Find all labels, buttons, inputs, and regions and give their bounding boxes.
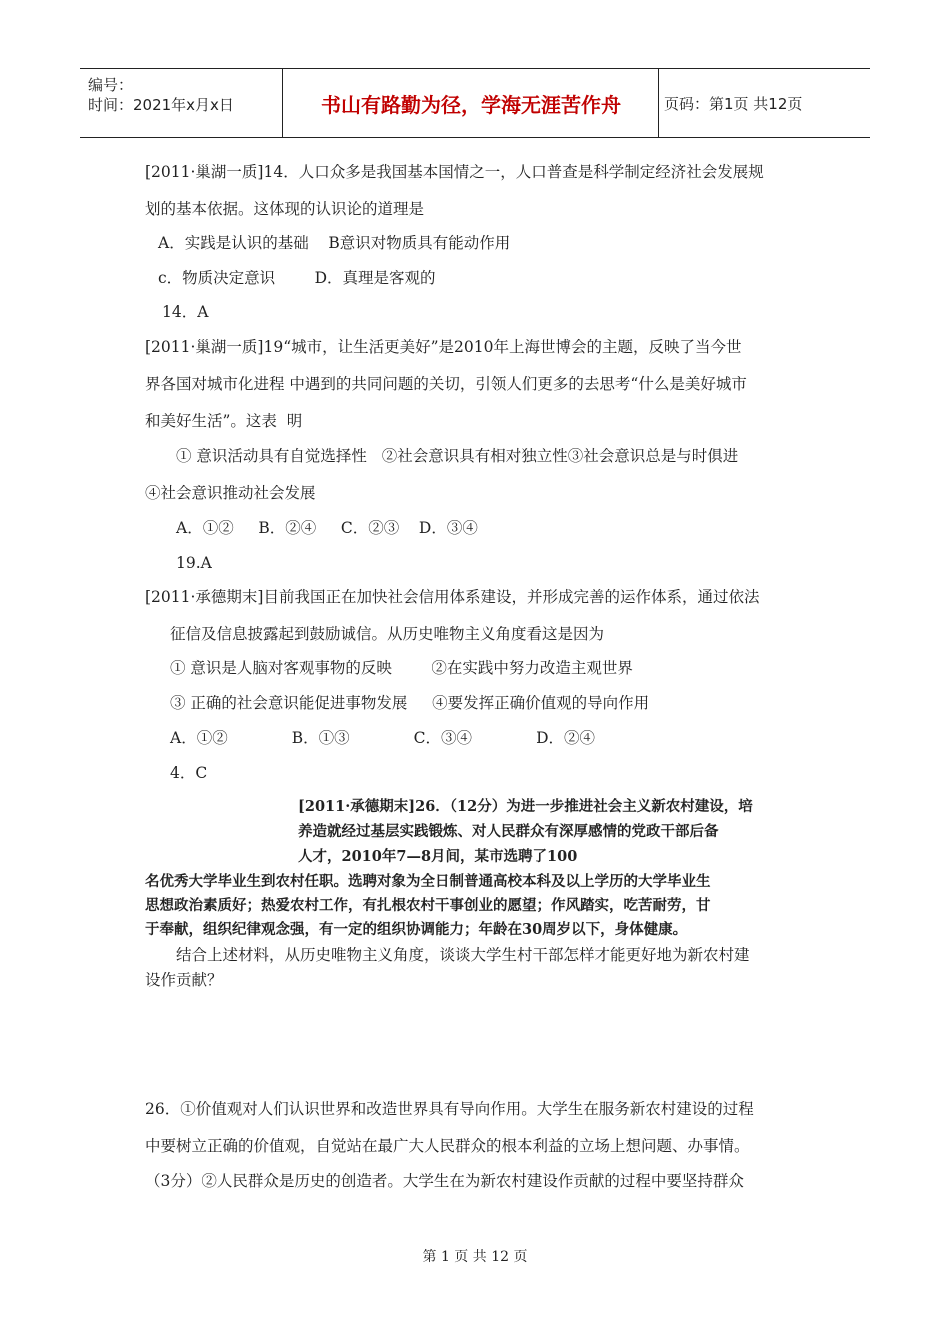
option-line: A．①② B．②④ C．②③ D．③④ (176, 519, 478, 537)
text-line: [2011·承德期末]26．（12分）为进一步推进社会主义新农村建设，培 (298, 798, 753, 815)
header-meta (88, 75, 234, 115)
answer-line: 14．A (162, 303, 209, 321)
answer-line: 4．C (170, 764, 208, 782)
answer-text-line: 26．①价值观对人们认识世界和改造世界具有导向作用。大学生在服务新农村建设的过程 (145, 1100, 754, 1118)
option-line: A．实践是认识的基础 B意识对物质具有能动作用 (158, 234, 511, 252)
time-label: 时间：2021年x月x日 (88, 96, 234, 114)
text-line: 人才，2010年7—8月间，某市选聘了100 (298, 848, 578, 865)
text-line: [2011·承德期末]目前我国正在加快社会信用体系建设，并形成完善的运作体系，通过依法 (145, 588, 760, 606)
number-label: 编号： (88, 76, 134, 94)
header-motto: 书山有路勤为径，学海无涯苦作舟 (321, 92, 621, 117)
text-line: [2011·巢湖一质]19“城市，让生活更美好”是2010年上海世博会的主题，反映了当今世 (145, 338, 742, 356)
option-line: A．①② B．①③ C．③④ D．②④ (170, 729, 596, 747)
document-header (80, 68, 870, 138)
text-line: 名优秀大学毕业生到农村任职。选聘对象为全日制普通高校本科及以上学历的大学毕业生 (145, 873, 711, 890)
text-line: ③ 正确的社会意识能促进事物发展 ④要发挥正确价值观的导向作用 (170, 694, 650, 712)
header-page-label: 页码：第1页 共12页 (664, 94, 803, 113)
option-line: c．物质决定意识 D．真理是客观的 (158, 269, 436, 287)
text-line: ① 意识是人脑对客观事物的反映 ②在实践中努力改造主观世界 (170, 659, 633, 677)
text-line: 养造就经过基层实践锻炼、对人民群众有深厚感情的党政干部后备 (298, 823, 719, 840)
text-line: 划的基本依据。这体现的认识论的道理是 (145, 200, 425, 218)
answer-line: 19.A (176, 554, 212, 572)
text-line: [2011·巢湖一质]14．人口众多是我国基本国情之一，人口普查是科学制定经济社会发展规 (145, 163, 764, 181)
answer-text-line: （3分）②人民群众是历史的创造者。大学生在为新农村建设作贡献的过程中要坚持群众 (145, 1172, 744, 1190)
text-line: 征信及信息披露起到鼓励诚信。从历史唯物主义角度看这是因为 (170, 625, 605, 643)
text-line: 思想政治素质好；热爱农村工作，有扎根农村干事创业的愿望；作风踏实，吃苦耐劳，甘 (145, 897, 711, 914)
page-footer: 第 1 页 共 12 页 (422, 1249, 528, 1265)
answer-text-line: 中要树立正确的价值观，自觉站在最广大人民群众的根本利益的立场上想问题、办事情。 (145, 1137, 750, 1155)
text-line: ④社会意识推动社会发展 (145, 484, 316, 502)
text-line: 和美好生活”。这表 明 (145, 412, 303, 430)
text-line: ① 意识活动具有自觉选择性 ②社会意识具有相对独立性③社会意识总是与时俱进 (176, 447, 739, 465)
text-line: 于奉献，组织纪律观念强，有一定的组织协调能力；年龄在30周岁以下，身体健康。 (145, 921, 688, 938)
text-line: 结合上述材料，从历史唯物主义角度，谈谈大学生村干部怎样才能更好地为新农村建 (176, 946, 750, 964)
text-line: 设作贡献？ (145, 971, 223, 989)
text-line: 界各国对城市化进程 中遇到的共同问题的关切，引领人们更多的去思考“什么是美好城市 (145, 375, 747, 393)
